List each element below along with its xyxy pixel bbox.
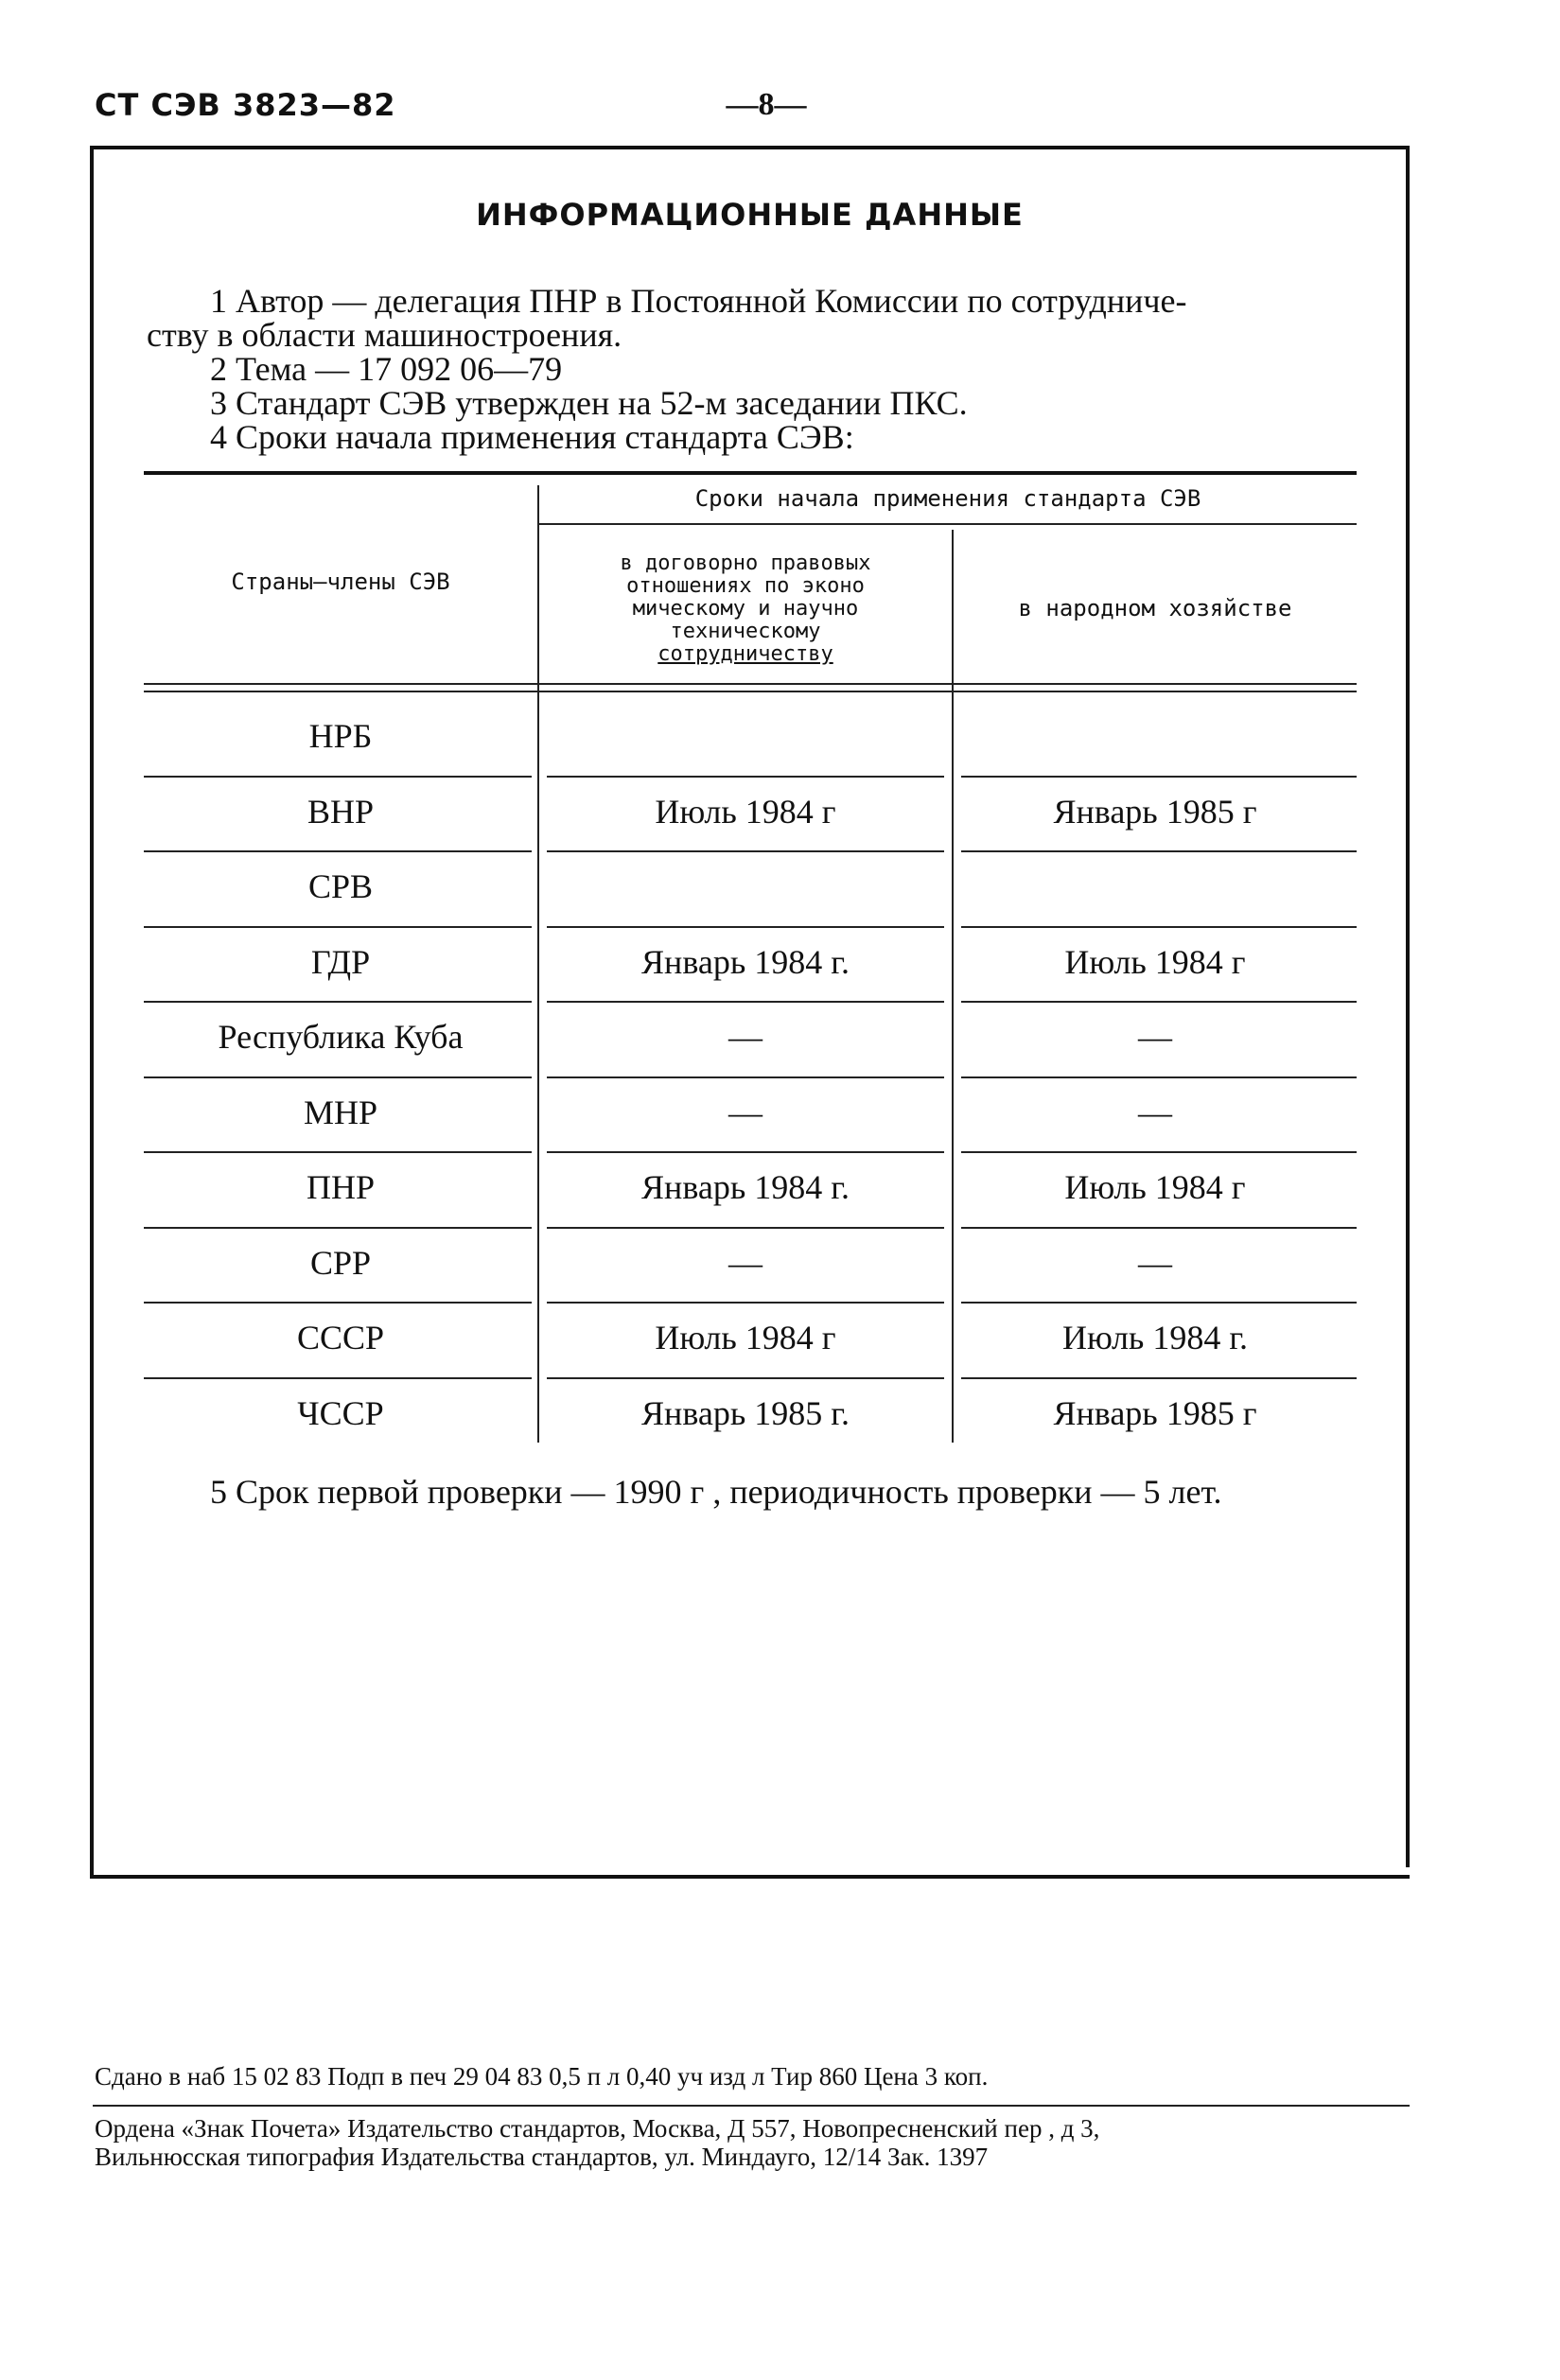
row-divider bbox=[961, 850, 1357, 852]
cell-country: СРР bbox=[309, 1243, 372, 1282]
cell-contract: — bbox=[728, 1243, 762, 1282]
row-divider bbox=[961, 926, 1357, 928]
table-header-rule-2 bbox=[144, 691, 1357, 692]
row-divider bbox=[961, 1001, 1357, 1003]
imprint-line-2: Ордена «Знак Почета» Издательство стандартов, Москва, Д 557, Новопресненский пер , д 3, bbox=[95, 2114, 1100, 2143]
cell-economy: — bbox=[1138, 1093, 1172, 1131]
row-divider bbox=[961, 776, 1357, 778]
row-divider bbox=[547, 1302, 944, 1304]
cell-economy: Январь 1985 г bbox=[1053, 1393, 1257, 1432]
header-countries: Страны—члены СЭВ bbox=[231, 569, 450, 595]
header-contract-line: отношениях по эконо bbox=[626, 574, 865, 598]
section-title: ИНФОРМАЦИОННЫЕ ДАННЫЕ bbox=[476, 197, 1024, 233]
row-divider bbox=[144, 926, 532, 928]
frame-left-rule bbox=[90, 146, 94, 1879]
standard-code: СТ СЭВ 3823—82 bbox=[95, 87, 396, 123]
cell-economy: — bbox=[1138, 1243, 1172, 1282]
table-vline-2 bbox=[952, 530, 954, 1443]
cell-country: НРБ bbox=[308, 717, 373, 755]
item-3: 3 Стандарт СЭВ утвержден на 52-м заседании ПКС. bbox=[210, 384, 968, 422]
row-divider bbox=[961, 1377, 1357, 1379]
cell-contract: Январь 1984 г. bbox=[641, 942, 850, 981]
item-1-line-2: ству в области машиностроения. bbox=[147, 316, 622, 354]
item-4: 4 Сроки начала применения стандарта СЭВ: bbox=[210, 418, 854, 456]
row-divider bbox=[547, 1076, 944, 1078]
frame-top-rule bbox=[90, 146, 1410, 149]
cell-contract: — bbox=[728, 1093, 762, 1131]
item-2: 2 Тема — 17 092 06—79 bbox=[210, 350, 563, 388]
cell-country: ГДР bbox=[310, 942, 371, 981]
header-contract-line: в договорно правовых bbox=[620, 551, 871, 575]
row-divider bbox=[547, 1151, 944, 1153]
cell-economy: Июль 1984 г bbox=[1064, 942, 1246, 981]
row-divider bbox=[961, 1076, 1357, 1078]
header-economy: в народном хозяйстве bbox=[1018, 595, 1292, 621]
cell-country: Республика Куба bbox=[218, 1018, 464, 1056]
header-group: Сроки начала применения стандарта СЭВ bbox=[694, 485, 1201, 512]
page-number: —8— bbox=[726, 87, 807, 122]
row-divider bbox=[144, 1151, 532, 1153]
header-contract-line: мическому и научно bbox=[632, 597, 859, 621]
row-divider bbox=[547, 926, 944, 928]
cell-contract: Январь 1985 г. bbox=[641, 1393, 850, 1432]
row-divider bbox=[961, 1227, 1357, 1229]
header-contract bbox=[544, 552, 947, 666]
cell-economy: Июль 1984 г. bbox=[1061, 1319, 1249, 1356]
cell-country: ВНР bbox=[307, 792, 375, 831]
row-divider bbox=[144, 776, 532, 778]
cell-country: ПНР bbox=[306, 1168, 376, 1206]
row-divider bbox=[144, 1377, 532, 1379]
cell-contract: Январь 1984 г. bbox=[641, 1168, 850, 1206]
row-divider bbox=[961, 1151, 1357, 1153]
cell-country: МНР bbox=[303, 1093, 378, 1131]
row-divider bbox=[547, 1001, 944, 1003]
row-divider bbox=[144, 850, 532, 852]
imprint-rule bbox=[93, 2105, 1410, 2107]
cell-contract: Июль 1984 г bbox=[655, 792, 836, 831]
row-divider bbox=[144, 1302, 532, 1304]
cell-country: СССР bbox=[296, 1319, 385, 1356]
imprint-line-1: Сдано в наб 15 02 83 Подп в печ 29 04 83 0,5 п л 0,40 уч изд л Тир 860 Цена 3 коп. bbox=[95, 2062, 989, 2091]
row-divider bbox=[144, 1001, 532, 1003]
cell-country: СРВ bbox=[307, 867, 374, 905]
item-1-line-1: 1 Автор — делегация ПНР в Постоянной Комиссии по сотрудниче- bbox=[210, 282, 1187, 320]
cell-contract: — bbox=[728, 1018, 762, 1056]
table-header-rule-1 bbox=[144, 683, 1357, 685]
row-divider bbox=[547, 1377, 944, 1379]
cell-economy: — bbox=[1138, 1018, 1172, 1056]
header-contract-line: сотрудничеству bbox=[657, 642, 833, 666]
row-divider bbox=[144, 1076, 532, 1078]
cell-economy: Июль 1984 г bbox=[1064, 1168, 1246, 1206]
row-divider bbox=[961, 1302, 1357, 1304]
row-divider bbox=[547, 776, 944, 778]
cell-economy: Январь 1985 г bbox=[1053, 792, 1257, 831]
table-group-rule bbox=[539, 523, 1357, 525]
row-divider bbox=[144, 1227, 532, 1229]
frame-bottom-rule bbox=[90, 1875, 1410, 1879]
cell-country: ЧССР bbox=[297, 1393, 384, 1432]
header-contract-line: техническому bbox=[670, 620, 821, 643]
cell-contract: Июль 1984 г bbox=[655, 1319, 836, 1356]
row-divider bbox=[547, 850, 944, 852]
table-top-rule bbox=[144, 471, 1357, 475]
row-divider bbox=[547, 1227, 944, 1229]
imprint-line-3: Вильнюсская типография Издательства стандартов, ул. Миндауго, 12/14 Зак. 1397 bbox=[95, 2143, 989, 2171]
item-5: 5 Срок первой проверки — 1990 г , периодичность проверки — 5 лет. bbox=[210, 1473, 1222, 1511]
